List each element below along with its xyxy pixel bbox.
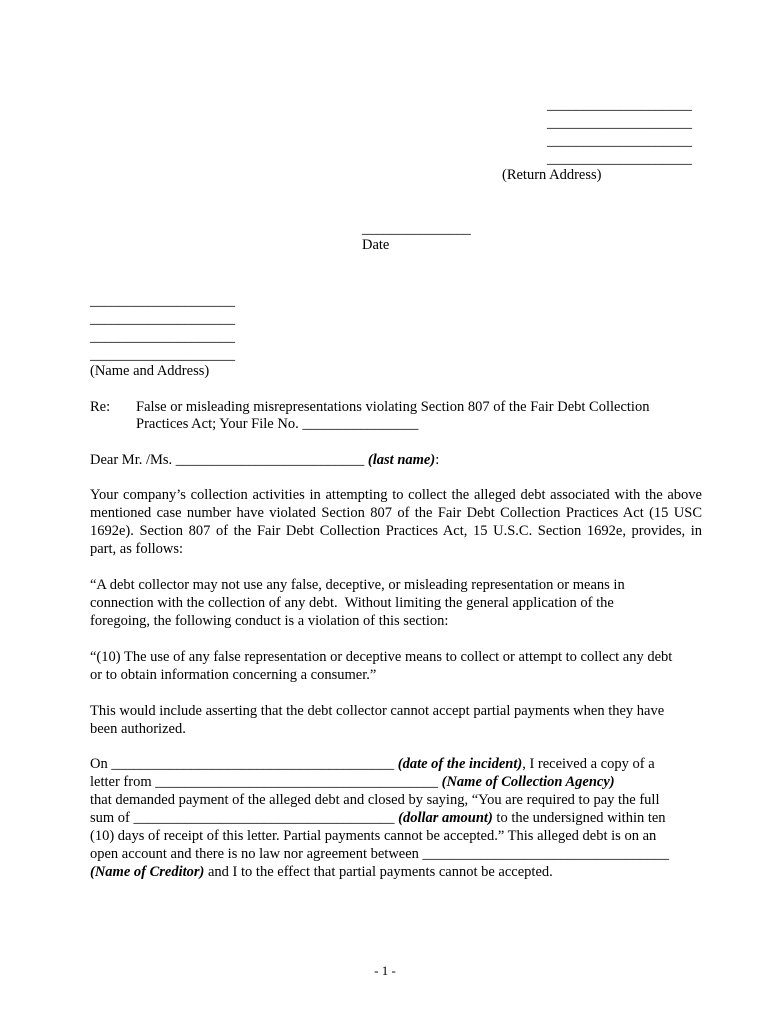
re-label: Re:	[90, 399, 111, 415]
return-address-label: (Return Address)	[502, 167, 602, 183]
dollar-amount-field-label: (dollar amount)	[398, 810, 493, 826]
date-line: _______________	[362, 221, 471, 237]
recipient-line: ____________________	[90, 293, 235, 309]
paragraph-line: open account and there is no law nor agreement between __________________________________	[90, 846, 670, 862]
paragraph-text: to the undersigned within ten	[492, 810, 666, 826]
intro-paragraph: Your company’s collection activities in attempting to collect the alleged debt associated with the above mentioned case number have violated Section 807 of the Fair Debt Collection Practices Act (15 USC 1692e). Section 807 of the Fair Debt Collection Practices Act, 15 U.S.C. Section 1692e, provides, in part, as follows:	[90, 487, 702, 557]
return-address-line: ____________________	[547, 133, 692, 149]
recipient-line: ____________________	[90, 311, 235, 327]
salutation-suffix: :	[435, 452, 440, 468]
statute-quote	[90, 576, 701, 630]
quote-line: “A debt collector may not use any false, deceptive, or misleading representation or means in	[90, 577, 625, 593]
statute-subsection-quote	[90, 648, 730, 684]
paragraph-line	[90, 863, 730, 881]
paragraph-line	[90, 809, 730, 827]
paragraph-text: , I received a copy of a	[522, 756, 655, 772]
quote-line: foregoing, the following conduct is a violation of this section:	[90, 613, 449, 629]
paragraph-line: This would include asserting that the debt collector cannot accept partial payments when they have	[90, 703, 665, 719]
amount-blank: sum of ____________________________________	[90, 810, 399, 826]
quote-line: connection with the collection of any debt. Without limiting the general application of the	[90, 595, 614, 611]
quote-line: or to obtain information concerning a consumer.”	[90, 667, 377, 683]
date-blank: On _______________________________________	[90, 756, 398, 772]
paragraph-line: been authorized.	[90, 721, 186, 737]
return-address-line: ____________________	[547, 97, 692, 113]
date-label: Date	[362, 237, 390, 253]
recipient-label: (Name and Address)	[90, 363, 210, 379]
creditor-field-label: (Name of Creditor)	[90, 864, 205, 880]
re-line-1: False or misleading misrepresentations violating Section 807 of the Fair Debt Collection	[136, 399, 650, 415]
re-line-2: Practices Act; Your File No. ________________	[136, 416, 419, 432]
assertion-paragraph	[90, 702, 730, 738]
paragraph-line	[90, 773, 730, 791]
paragraph-line: (10) days of receipt of this letter. Partial payments cannot be accepted.” This alleged debt is on an	[90, 828, 657, 844]
paragraph-line: that demanded payment of the alleged debt and closed by saying, “You are required to pay the full	[90, 792, 660, 808]
date-of-incident-field-label: (date of the incident)	[397, 756, 523, 772]
quote-line: “(10) The use of any false representation or deceptive means to collect or attempt to collect any debt	[90, 649, 673, 665]
recipient-line: ____________________	[90, 329, 235, 345]
paragraph-text: and I to the effect that partial payments cannot be accepted.	[204, 864, 553, 880]
salutation	[90, 451, 439, 469]
return-address-line: ____________________	[547, 151, 692, 167]
last-name-field-label: (last name)	[367, 452, 436, 468]
recipient-line: ____________________	[90, 347, 235, 363]
return-address-line: ____________________	[547, 115, 692, 131]
incident-paragraph	[90, 755, 730, 881]
paragraph-line	[90, 755, 730, 773]
page-number: - 1 -	[374, 963, 396, 978]
agency-blank: letter from _______________________________________	[90, 774, 442, 790]
collection-agency-field-label: (Name of Collection Agency)	[441, 774, 615, 790]
salutation-prefix: Dear Mr. /Ms. __________________________	[90, 452, 368, 468]
